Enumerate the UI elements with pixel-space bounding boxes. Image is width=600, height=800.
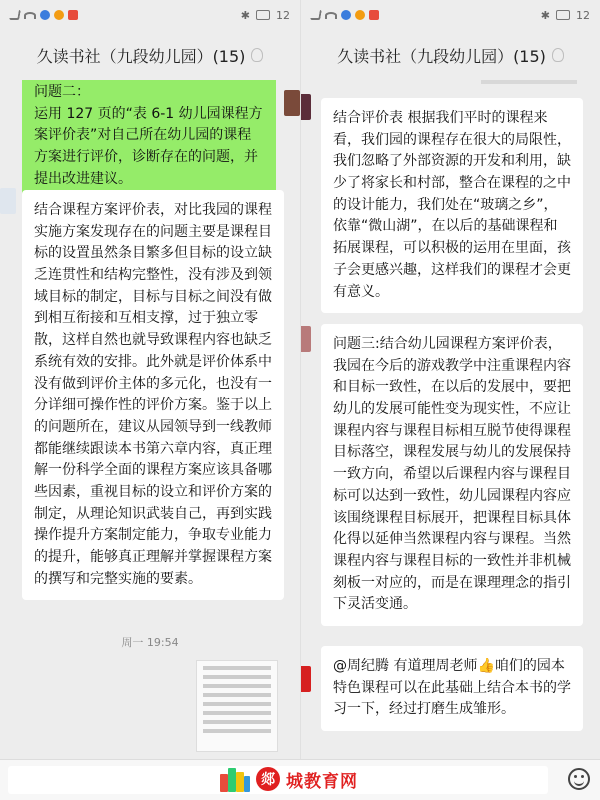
avatar[interactable] — [301, 666, 311, 692]
message-bubble-incoming[interactable]: @周纪腾 有道理周老师👍咱们的园本特色课程可以在此基础上结合本书的学习一下，经过打磨生成雏形。 — [321, 646, 583, 731]
status-time: 12 — [276, 8, 290, 22]
chat-title: 久读书社（九段幼儿园）(15) — [337, 46, 546, 66]
message-bubble-incoming[interactable]: 问题三:结合幼儿园课程方案评价表，我园在今后的游戏教学中注重课程内容和目标一致性，在以后的发展中，要把幼儿的发展可能性变为现实性，不应让课程内容与课程目标相互脱节使得课程目标落空，课程发展与幼儿的发展保持一致方向，希望以后课程内容与课程目标可以达到一致性，幼儿园课程内容应该围绕课程目标展开，把课程目标具体化得以延伸当然课程内容与课程。当然课程内容与课程目标的一致性并非机械刻板一对应的，而是在课理理念的指引下灵活变通。 — [321, 324, 583, 626]
app-icon — [54, 10, 64, 20]
image-thumbnail[interactable] — [481, 80, 577, 84]
bluetooth-icon: ✱ — [540, 8, 550, 22]
message-bubble-incoming[interactable]: 结合评价表 根据我们平时的课程来看，我们园的课程存在很大的局限性，我们忽略了外部资源的开发和利用，缺少了将家长和村部，整合在课程的之中的设计能力，我们处在“玻璃之乡”，依靠“微山湖”，在以后的基础课程和拓展课程，可以积极的运用在里面，孩子会更感兴趣，这样我们的课程才会更有意义。 — [321, 98, 583, 313]
signal-icon — [9, 10, 21, 20]
status-bar — [301, 0, 600, 30]
chat-title-bar — [301, 30, 600, 80]
emoji-icon[interactable] — [568, 768, 590, 790]
status-bar — [0, 0, 300, 30]
wifi-icon — [24, 12, 36, 19]
bluetooth-icon: ✱ — [240, 8, 250, 22]
logo-mark: 郯 — [256, 767, 280, 791]
avatar[interactable] — [301, 326, 311, 352]
chat-title-bar — [0, 30, 300, 80]
left-chat-pane — [0, 0, 300, 760]
avatar[interactable] — [0, 188, 16, 214]
bulb-icon[interactable] — [251, 48, 263, 62]
wifi-icon — [325, 12, 337, 19]
status-time: 12 — [576, 8, 590, 22]
signal-icon — [310, 10, 322, 20]
message-bubble-outgoing[interactable]: 问题二： 运用 127 页的“表 6-1 幼儿园课程方案评价表”对自己所在幼儿园的课程方案进行评价，诊断存在的问题，并提出改进建议。 — [22, 80, 276, 200]
battery-icon — [256, 10, 270, 20]
message-list[interactable] — [301, 80, 600, 760]
right-chat-pane — [300, 0, 600, 760]
app-icon — [68, 10, 78, 20]
books-icon — [220, 766, 250, 792]
watermark-logo — [220, 766, 358, 792]
app-icon — [369, 10, 379, 20]
bulb-icon[interactable] — [552, 48, 564, 62]
avatar[interactable] — [284, 90, 300, 116]
message-bubble-incoming[interactable]: 结合课程方案评价表，对比我园的课程实施方案发现存在的问题主要是课程目标的设置虽然条目繁多但目标的设立缺乏连贯性和结构完整性，没有涉及到领域目标的制定，目标与目标之间没有做到相互衔接和互相支撑，过于独立零散，这样自然也就导致课程内容也缺乏系统有效的安排。此外就是评价体系中没有做到评价主体的多元化，也没有一分详细可操作性的评价方案。鉴于以上的问题所在，建议从园领导到一线教师都能继续跟读本书第六章内容，真正理解一份科学全面的课程方案应该具备哪些因素，重视目标的设立和评价方案的制定，从理论知识武装自己，再到实践操作提升方案制定能力，争取专业能力的提升，能够真正理解并掌握课程方案的撰写和完整实施的要素。 — [22, 190, 284, 600]
chat-title: 久读书社（九段幼儿园）(15) — [36, 46, 246, 66]
battery-icon — [556, 10, 570, 20]
message-list[interactable] — [0, 80, 300, 760]
image-thumbnail[interactable] — [196, 660, 278, 752]
app-icon — [355, 10, 365, 20]
logo-text: 城教育网 — [286, 771, 358, 792]
app-icon — [40, 10, 50, 20]
app-icon — [341, 10, 351, 20]
message-timestamp: 周一 19:54 — [121, 636, 179, 649]
input-bar — [0, 759, 600, 800]
avatar[interactable] — [301, 94, 311, 120]
